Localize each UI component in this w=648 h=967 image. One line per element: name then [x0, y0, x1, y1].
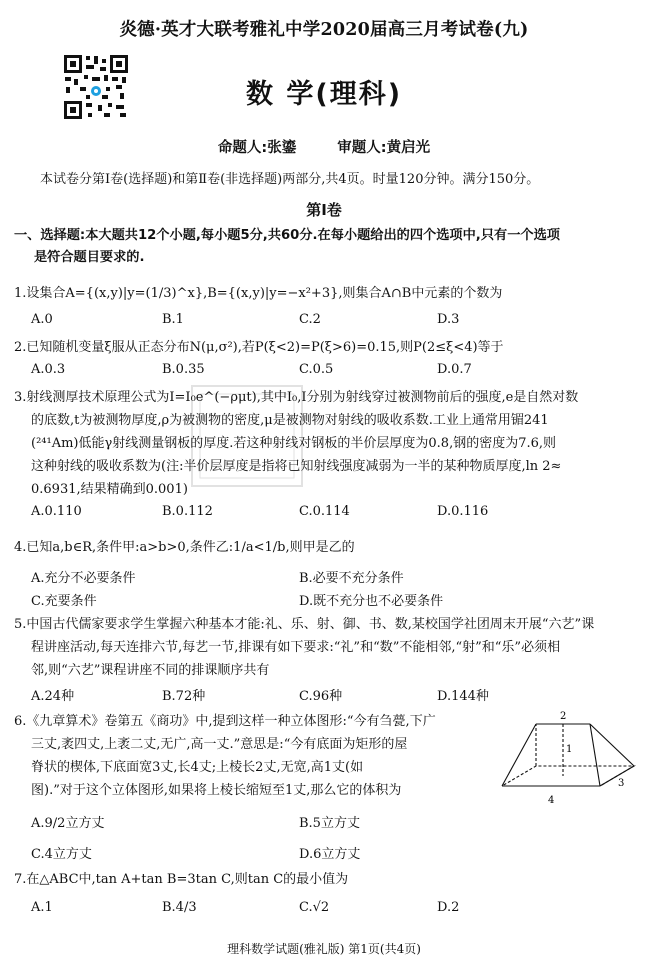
question-line: 脊状的楔体,下底面宽3丈,长4丈;上棱长2丈,无宽,高1丈(如: [31, 760, 364, 775]
q2-options: [31, 362, 631, 384]
question-line: 这种射线的吸收系数为(注:半价层厚度是指将已知射线强度减弱为一半的某种物质厚度,ln 2≈: [31, 459, 562, 474]
option: A.0.3: [31, 362, 66, 377]
option: A.0: [31, 312, 53, 327]
question-line: 三丈,袤四丈,上袤二丈,无广,高一丈.”意思是:“今有底面为矩形的屋: [31, 737, 408, 752]
question-2: 2.已知随机变量ξ服从正态分布N(μ,σ²),若P(ξ<2)=P(ξ>6)=0.15,则P(2≤ξ<4)等于: [14, 340, 504, 355]
option: B.5立方丈: [299, 816, 360, 831]
option: B.1: [162, 312, 184, 327]
fig-label-top: 2: [560, 711, 567, 722]
option: C.4立方丈: [31, 847, 92, 862]
option: C.√2: [299, 900, 330, 915]
option: A.充分不必要条件: [31, 571, 136, 586]
subject-title: 数 学(理科): [245, 79, 403, 110]
section-heading-line: 一、选择题:本大题共12个小题,每小题5分,共60分.在每小题给出的四个选项中,只有一个选项: [14, 228, 560, 243]
option: D.0.116: [437, 504, 489, 519]
option: C.0.5: [299, 362, 334, 377]
q6-options-row1: [31, 812, 631, 834]
section-heading-line: 是符合题目要求的.: [34, 250, 145, 265]
q6-options-row2: [31, 843, 631, 865]
option: D.2: [437, 900, 460, 915]
setter: 命题人:张鎏: [217, 140, 297, 156]
question-line: 的底数,t为被测物厚度,ρ为被测物的密度,μ是被测物对射线的吸收系数.工业上通常用镅241: [31, 413, 549, 428]
exam-header: 炎德·英才大联考雅礼中学2020届高三月考试卷(九): [119, 20, 529, 40]
authors-line: [0, 136, 648, 157]
page-footer: 理科数学试题(雅礼版) 第1页(共4页): [227, 942, 421, 956]
option: B.72种: [162, 689, 206, 704]
q3-options: [31, 504, 631, 526]
question-line: 0.6931,结果精确到0.001): [31, 482, 188, 497]
option: D.6立方丈: [299, 847, 361, 862]
question-3: [14, 386, 639, 501]
volume-title: 第Ⅰ卷: [306, 201, 342, 219]
wedge-figure: [498, 706, 638, 812]
question-line: 3.射线测厚技术原理公式为I=I₀e^(−ρμt),其中I₀,I分别为射线穿过被测物前后的强度,e是自然对数: [14, 390, 579, 405]
option: B.0.112: [162, 504, 213, 519]
q5-options: [31, 685, 631, 707]
q4-options-row1: [31, 567, 631, 589]
exam-instructions: 本试卷分第Ⅰ卷(选择题)和第Ⅱ卷(非选择题)两部分,共4页。时量120分钟。满分150分。: [40, 172, 540, 187]
option: D.0.7: [437, 362, 472, 377]
question-line: 图).”对于这个立体图形,如果将上棱长缩短至1丈,那么它的体积为: [31, 783, 402, 798]
option: B.4/3: [162, 900, 197, 915]
question-line: 程讲座活动,每天连排六节,每艺一节,排课有如下要求:“礼”和“数”不能相邻,“射”和“乐”必须相: [31, 640, 561, 655]
fig-label-width: 3: [618, 778, 625, 789]
option: A.9/2立方丈: [31, 816, 105, 831]
option: A.1: [31, 900, 53, 915]
question-5: [14, 613, 639, 682]
question-6: [14, 710, 494, 802]
reviewer: 审题人:黄启光: [337, 140, 431, 156]
fig-label-height: 1: [566, 744, 573, 755]
section-heading: [14, 225, 639, 269]
q4-options-row2: [31, 590, 631, 612]
option: D.3: [437, 312, 460, 327]
option: D.144种: [437, 689, 489, 704]
q7-options: [31, 900, 631, 922]
question-line: 5.中国古代儒家要求学生掌握六种基本才能:礼、乐、射、御、书、数,某校国学社团周末开展“六艺”课: [14, 617, 595, 632]
question-line: 6.《九章算术》卷第五《商功》中,提到这样一种立体图形:“今有刍甍,下广: [14, 714, 436, 729]
q1-options: [31, 312, 631, 334]
question-4: 4.已知a,b∈R,条件甲:a>b>0,条件乙:1/a<1/b,则甲是乙的: [14, 540, 355, 555]
option: A.24种: [31, 689, 75, 704]
option: B.0.35: [162, 362, 205, 377]
question-line: 邻,则“六艺”课程讲座不同的排课顺序共有: [31, 663, 270, 678]
option: C.2: [299, 312, 321, 327]
question-line: (²⁴¹Am)低能γ射线测量钢板的厚度.若这种射线对钢板的半价层厚度为0.8,钢的密度为7.6,则: [31, 436, 557, 451]
question-7: 7.在△ABC中,tan A+tan B=3tan C,则tan C的最小值为: [14, 872, 349, 887]
option: B.必要不充分条件: [299, 571, 404, 586]
question-1: 1.设集合A={(x,y)|y=(1/3)^x},B={(x,y)|y=−x²+3},则集合A∩B中元素的个数为: [14, 286, 503, 301]
option: C.0.114: [299, 504, 350, 519]
option: D.既不充分也不必要条件: [299, 594, 444, 609]
option: C.充要条件: [31, 594, 97, 609]
fig-label-length: 4: [548, 795, 555, 806]
option: C.96种: [299, 689, 343, 704]
option: A.0.110: [31, 504, 82, 519]
